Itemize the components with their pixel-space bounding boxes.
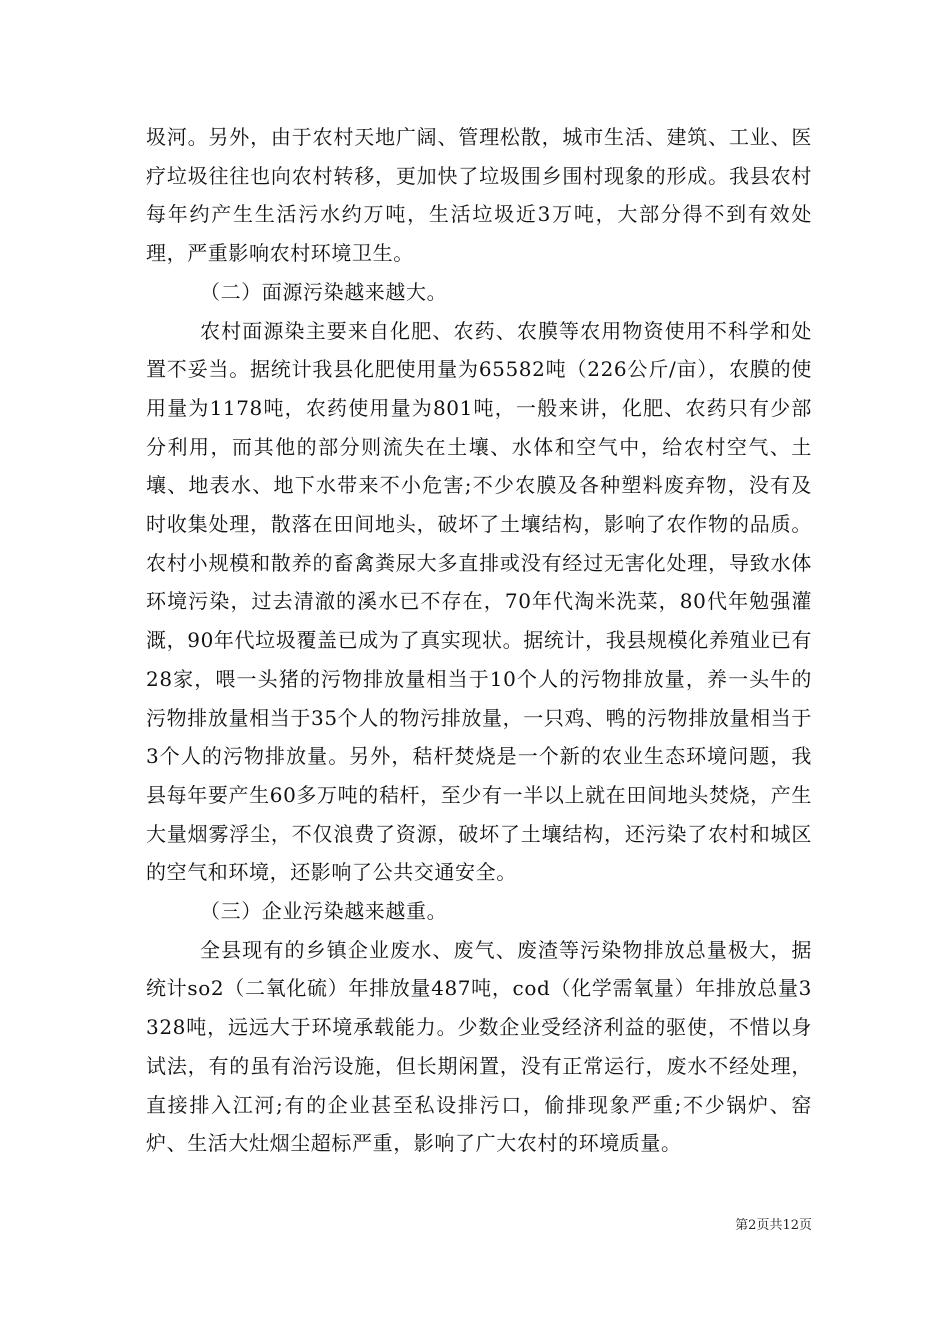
paragraph-nonpoint-pollution: 农村面源染主要来自化肥、农药、农膜等农用物资使用不科学和处置不妥当。据统计我县化肥使用量为65582吨（226公斤/亩），农膜的使用量为1178吨，农药使用量为801吨，一般来讲，化肥、农药只有少部分利用，而其他的部分则流失在土壤、水体和空气中，给农村空气、土壤、地表水、地下水带来不小危害;不少农膜及各种塑料废弃物，没有及时收集处理，散落在田间地头，破坏了土壤结构，影响了农作物的品质。农村小规模和散养的畜禽粪尿大多直排或没有经过无害化处理，导致水体环境污染，过去清澈的溪水已不存在，70年代淘米洗菜，80代年勉强灌溉，90年代垃圾覆盖已成为了真实现状。据统计，我县规模化养殖业已有28家，喂一头猪的污物排放量相当于10个人的污物排放量，养一头牛的污物排放量相当于35个人的物污排放量，一只鸡、鸭的污物排放量相当于3个人的污物排放量。另外，秸杆焚烧是一个新的农业生态环境问题，我县每年要产生60多万吨的秸杆，至少有一半以上就在田间地头焚烧，产生大量烟雾浮尘，不仅浪费了资源，破坏了土壤结构，还污染了农村和城区的空气和环境，还影响了公共交通安全。 — [146, 318, 812, 885]
paragraph-enterprise-pollution: 全县现有的乡镇企业废水、废气、废渣等污染物排放总量极大，据统计so2（二氧化硫）年排放量487吨，cod（化学需氧量）年排放总量3328吨，远远大于环境承载能力。少数企业受经济利益的驱使，不惜以身试法，有的虽有治污设施，但长期闲置，没有正常运行，废水不经处理，直接排入江河;有的企业甚至私设排污口，偷排现象严重;不少锅炉、窑炉、生活大灶烟尘超标严重，影响了广大农村的环境质量。 — [146, 937, 812, 1156]
page-number-footer: 第2页共12页 — [735, 1218, 812, 1233]
document-body — [146, 118, 812, 1163]
section-heading-enterprise-pollution: （三）企业污染越来越重。 — [200, 899, 448, 924]
paragraph-garbage-continuation: 圾河。另外，由于农村天地广阔、管理松散，城市生活、建筑、工业、医疗垃圾往往也向农村转移，更加快了垃圾围乡围村现象的形成。我县农村每年约产生生活污水约万吨，生活垃圾近3万吨，大部分得不到有效处理，严重影响农村环境卫生。 — [146, 125, 812, 266]
section-heading-nonpoint-pollution: （二）面源污染越来越大。 — [200, 279, 448, 304]
